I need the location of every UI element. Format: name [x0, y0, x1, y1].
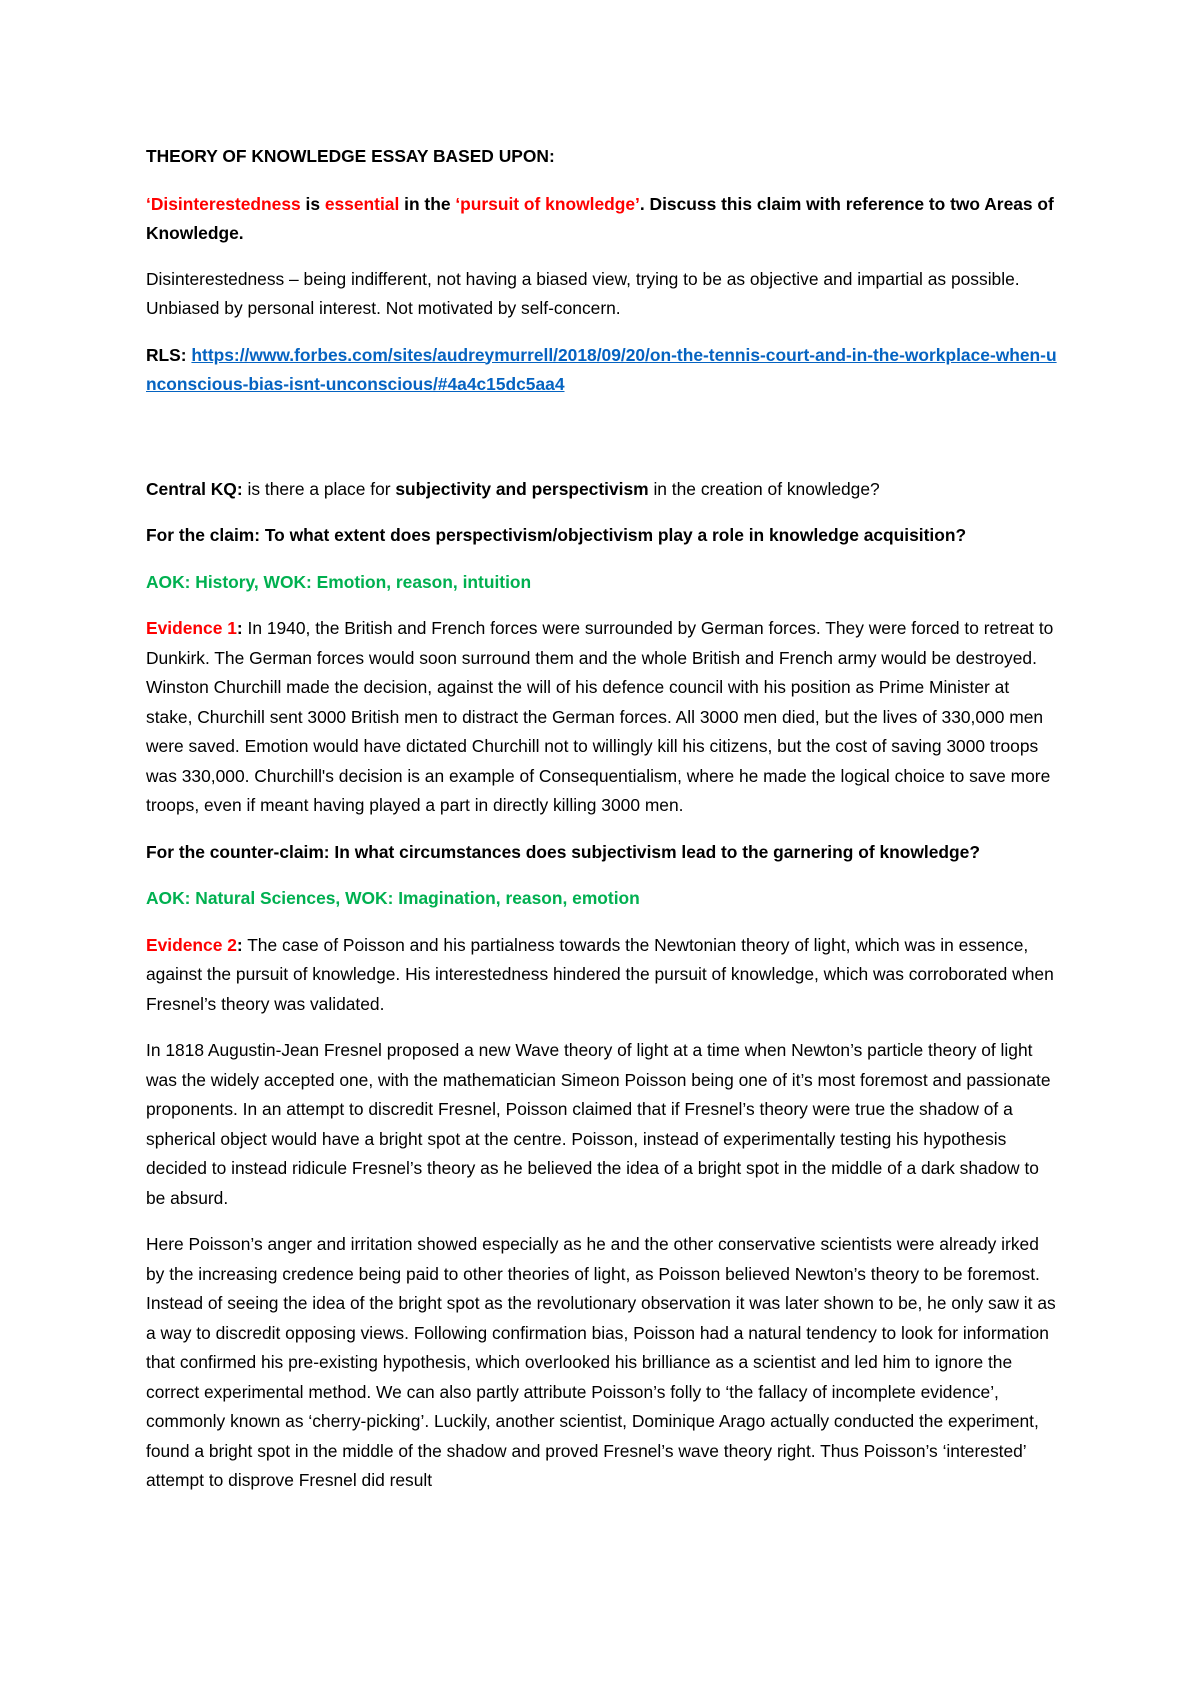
- evidence-2-label: Evidence 2: [146, 934, 237, 955]
- prompt-text-2: in the: [399, 193, 456, 214]
- evidence-1-text: In 1940, the British and French forces were surrounded by German forces. They were forced to retreat to Dunkirk. The German forces would soon surround them and the whole British and French army would be destroyed. Winston Churchill made the decision, against the will of his defence council with his position as Prime Minister at stake, Churchill sent 3000 British men to distract the German forces. All 3000 men died, but the lives of 330,000 men were saved. Emotion would have dictated Churchill not to willingly kill his citizens, but the cost of saving 3000 troops was 330,000. Churchill's decision is an example of Consequentialism, where he made the logical choice to save more troops, even if meant having played a part in directly killing 3000 men.: [146, 618, 1054, 815]
- evidence-1-colon: :: [236, 618, 243, 638]
- prompt-text-3: . Discuss this claim with reference to two Areas of Knowledge.: [146, 193, 1054, 243]
- central-kq-bold: subjectivity and perspectivism: [395, 478, 649, 499]
- prompt-text-1: is: [300, 193, 325, 214]
- evidence-2-text: The case of Poisson and his partialness towards the Newtonian theory of light, which was in essence, against the pursuit of knowledge. His interestedness hindered the pursuit of knowledge, which was corroborated when Fresnel’s theory was validated.: [146, 934, 1054, 1014]
- evidence-2-colon: :: [236, 934, 243, 955]
- central-kq-text-2: in the creation of knowledge?: [648, 478, 880, 499]
- prompt-open-quote: ‘: [146, 193, 151, 214]
- definition-paragraph: Disinterestedness – being indifferent, not having a biased view, trying to be as objective and impartial as possible. Unbiased by personal interest. Not motivated by self-concern.: [146, 268, 1020, 318]
- prompt-disinterestedness: Disinterestedness: [150, 193, 301, 214]
- evidence-2-paragraph: [146, 931, 1060, 1020]
- rls-label: RLS:: [146, 344, 187, 365]
- central-kq-label: Central KQ:: [146, 478, 243, 499]
- fresnel-paragraph: In 1818 Augustin-Jean Fresnel proposed a new Wave theory of light at a time when Newton’s particle theory of light was the widely accepted one, with the mathematician Simeon Poisson being one of it’s most foremost and passionate proponents. In an attempt to discredit Fresnel, Poisson claimed that if Fresnel’s theory were true the shadow of a spherical object would have a bright spot at the centre. Poisson, instead of experimentally testing his hypothesis decided to instead ridicule Fresnel’s theory as he believed the idea of a bright spot in the middle of a dark shadow to be absurd.: [146, 1040, 1051, 1208]
- rls-paragraph: [146, 341, 1060, 400]
- evidence-1-label: Evidence 1: [146, 618, 237, 638]
- poisson-paragraph: Here Poisson’s anger and irritation showed especially as he and the other conservative scientists were already irked by the increasing credence being paid to other theories of light, as Poisson believed Newton’s theory to be foremost. Instead of seeing the idea of the bright spot as the revolutionary observation it was later shown to be, he only saw it as a way to discredit opposing views. Following confirmation bias, Poisson had a natural tendency to look for information that confirmed his pre-existing hypothesis, which overlooked his brilliance as a scientist and led him to ignore the correct experimental method. We can also partly attribute Poisson’s folly to ‘the fallacy of incomplete evidence’, commonly known as ‘cherry-picking’. Luckily, another scientist, Dominique Arago actually conducted the experiment, found a bright spot in the middle of the shadow and proved Fresnel’s wave theory right. Thus Poisson’s ‘interested’ attempt to disprove Fresnel did result: [146, 1234, 1056, 1490]
- prompt-pursuit-of-knowledge: ‘pursuit of knowledge’: [455, 193, 640, 214]
- claim-question: For the claim: To what extent does perspectivism/objectivism play a role in knowledge acquisition?: [146, 525, 967, 545]
- rls-link[interactable]: https://www.forbes.com/sites/audreymurrell/2018/09/20/on-the-tennis-court-and-in-the-workplace-when-unconscious-bias-isnt-unconscious/#4a4c15dc5aa4: [146, 344, 1057, 394]
- central-kq: [146, 475, 1060, 505]
- document-title: THEORY OF KNOWLEDGE ESSAY BASED UPON:: [146, 146, 555, 166]
- aok-history: AOK: History, WOK: Emotion, reason, intuition: [146, 571, 532, 592]
- prompt-essential: essential: [324, 193, 400, 214]
- evidence-1-paragraph: [146, 614, 1060, 821]
- counter-claim-question: For the counter-claim: In what circumstances does subjectivism lead to the garnering of knowledge?: [146, 841, 980, 862]
- aok-natural-sciences: AOK: Natural Sciences, WOK: Imagination, reason, emotion: [146, 888, 640, 908]
- essay-prompt: [146, 190, 1060, 249]
- central-kq-text-1: is there a place for: [242, 478, 396, 499]
